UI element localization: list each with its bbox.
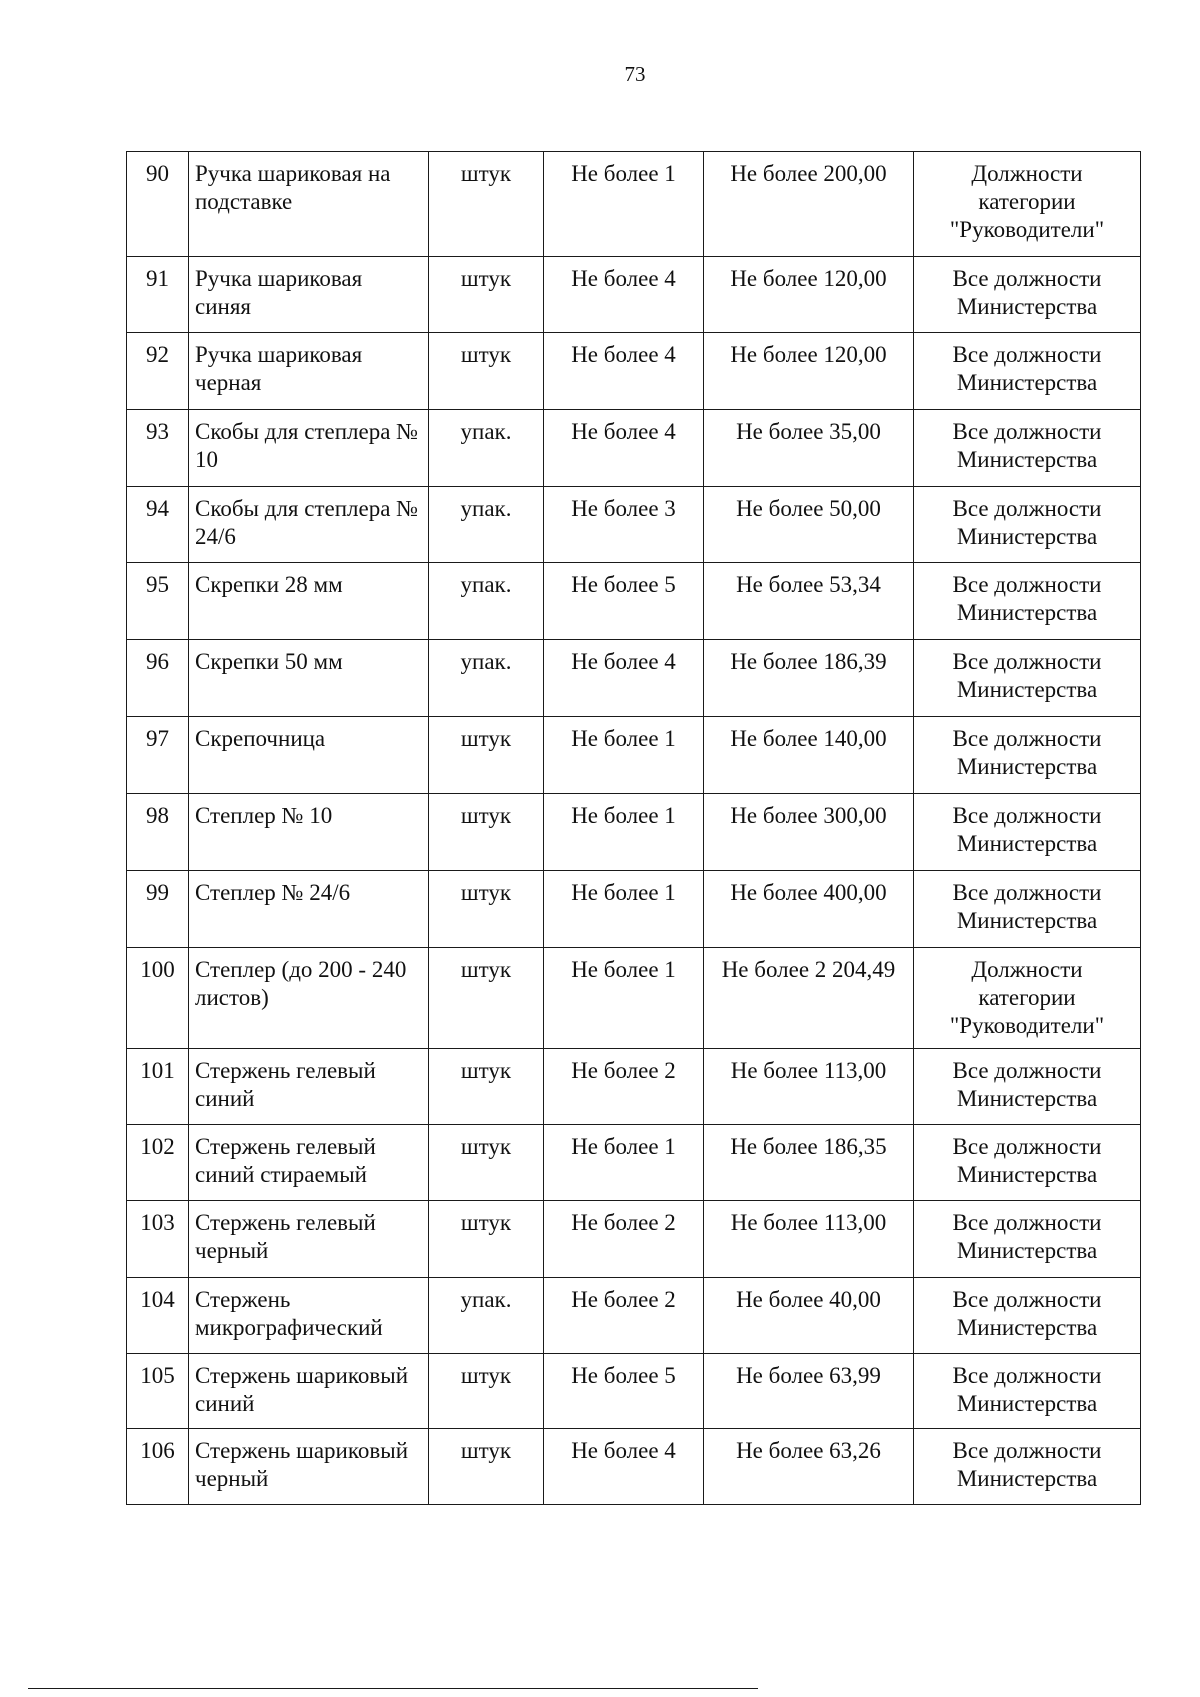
- quantity-limit-cell: Не более 4: [544, 333, 704, 410]
- item-name-cell: Стержень гелевый синий стираемый: [189, 1125, 429, 1201]
- item-name-cell: Стержень микрографический: [189, 1278, 429, 1354]
- unit-of-measure-cell: упак.: [429, 410, 544, 487]
- price-limit-cell: Не более 120,00: [704, 257, 914, 333]
- eligible-positions-cell: Все должности Министерства: [914, 871, 1141, 948]
- unit-of-measure-cell: штук: [429, 1125, 544, 1201]
- quantity-limit-cell: Не более 1: [544, 152, 704, 257]
- page-number: 73: [624, 62, 646, 86]
- table-row: [127, 563, 1141, 640]
- table-row: [127, 1354, 1141, 1429]
- eligible-positions-cell: Все должности Министерства: [914, 487, 1141, 563]
- price-limit-cell: Не более 186,35: [704, 1125, 914, 1201]
- row-number-cell: 94: [127, 487, 189, 563]
- item-name-cell: Стержень шариковый черный: [189, 1429, 429, 1505]
- row-number-cell: 103: [127, 1201, 189, 1278]
- unit-of-measure-cell: штук: [429, 717, 544, 794]
- table-row: [127, 333, 1141, 410]
- eligible-positions-cell: Все должности Министерства: [914, 333, 1141, 410]
- table-row: [127, 152, 1141, 257]
- price-limit-cell: Не более 40,00: [704, 1278, 914, 1354]
- item-name-cell: Стержень шариковый синий: [189, 1354, 429, 1429]
- price-limit-cell: Не более 63,26: [704, 1429, 914, 1505]
- table-row: [127, 410, 1141, 487]
- unit-of-measure-cell: штук: [429, 948, 544, 1049]
- price-limit-cell: Не более 113,00: [704, 1201, 914, 1278]
- quantity-limit-cell: Не более 4: [544, 1429, 704, 1505]
- quantity-limit-cell: Не более 2: [544, 1049, 704, 1125]
- item-name-cell: Скрепки 28 мм: [189, 563, 429, 640]
- table-row: [127, 871, 1141, 948]
- quantity-limit-cell: Не более 4: [544, 257, 704, 333]
- quantity-limit-cell: Не более 1: [544, 1125, 704, 1201]
- row-number-cell: 95: [127, 563, 189, 640]
- price-limit-cell: Не более 200,00: [704, 152, 914, 257]
- unit-of-measure-cell: упак.: [429, 563, 544, 640]
- quantity-limit-cell: Не более 5: [544, 563, 704, 640]
- table-row: [127, 1125, 1141, 1201]
- price-limit-cell: Не более 53,34: [704, 563, 914, 640]
- row-number-cell: 91: [127, 257, 189, 333]
- quantity-limit-cell: Не более 3: [544, 487, 704, 563]
- row-number-cell: 96: [127, 640, 189, 717]
- row-number-cell: 99: [127, 871, 189, 948]
- item-name-cell: Скобы для степлера № 10: [189, 410, 429, 487]
- row-number-cell: 93: [127, 410, 189, 487]
- item-name-cell: Ручка шариковая черная: [189, 333, 429, 410]
- quantity-limit-cell: Не более 1: [544, 717, 704, 794]
- price-limit-cell: Не более 120,00: [704, 333, 914, 410]
- quantity-limit-cell: Не более 5: [544, 1354, 704, 1429]
- row-number-cell: 106: [127, 1429, 189, 1505]
- price-limit-cell: Не более 140,00: [704, 717, 914, 794]
- item-name-cell: Ручка шариковая синяя: [189, 257, 429, 333]
- price-limit-cell: Не более 300,00: [704, 794, 914, 871]
- eligible-positions-cell: Все должности Министерства: [914, 1125, 1141, 1201]
- unit-of-measure-cell: штук: [429, 1354, 544, 1429]
- item-name-cell: Скобы для степлера № 24/6: [189, 487, 429, 563]
- table-row: [127, 1278, 1141, 1354]
- table-row: [127, 1049, 1141, 1125]
- table-row: [127, 1201, 1141, 1278]
- eligible-positions-cell: Все должности Министерства: [914, 794, 1141, 871]
- table-row: [127, 948, 1141, 1049]
- quantity-limit-cell: Не более 1: [544, 871, 704, 948]
- row-number-cell: 90: [127, 152, 189, 257]
- table-row: [127, 1429, 1141, 1505]
- unit-of-measure-cell: штук: [429, 794, 544, 871]
- table-row: [127, 794, 1141, 871]
- eligible-positions-cell: Все должности Министерства: [914, 717, 1141, 794]
- eligible-positions-cell: Все должности Министерства: [914, 1049, 1141, 1125]
- eligible-positions-cell: Должности категории "Руководители": [914, 152, 1141, 257]
- price-limit-cell: Не более 186,39: [704, 640, 914, 717]
- eligible-positions-cell: Все должности Министерства: [914, 640, 1141, 717]
- quantity-limit-cell: Не более 1: [544, 948, 704, 1049]
- unit-of-measure-cell: штук: [429, 333, 544, 410]
- quantity-limit-cell: Не более 4: [544, 410, 704, 487]
- row-number-cell: 98: [127, 794, 189, 871]
- eligible-positions-cell: Все должности Министерства: [914, 257, 1141, 333]
- eligible-positions-cell: Все должности Министерства: [914, 1354, 1141, 1429]
- item-name-cell: Ручка шариковая на подставке: [189, 152, 429, 257]
- item-name-cell: Степлер № 10: [189, 794, 429, 871]
- price-limit-cell: Не более 113,00: [704, 1049, 914, 1125]
- quantity-limit-cell: Не более 2: [544, 1201, 704, 1278]
- row-number-cell: 102: [127, 1125, 189, 1201]
- item-name-cell: Стержень гелевый синий: [189, 1049, 429, 1125]
- row-number-cell: 105: [127, 1354, 189, 1429]
- item-name-cell: Степлер (до 200 - 240 листов): [189, 948, 429, 1049]
- unit-of-measure-cell: штук: [429, 152, 544, 257]
- price-limit-cell: Не более 2 204,49: [704, 948, 914, 1049]
- item-name-cell: Скрепки 50 мм: [189, 640, 429, 717]
- row-number-cell: 100: [127, 948, 189, 1049]
- price-limit-cell: Не более 63,99: [704, 1354, 914, 1429]
- unit-of-measure-cell: штук: [429, 1201, 544, 1278]
- item-name-cell: Степлер № 24/6: [189, 871, 429, 948]
- table-row: [127, 487, 1141, 563]
- row-number-cell: 97: [127, 717, 189, 794]
- supplies-table: [126, 151, 1141, 1505]
- unit-of-measure-cell: упак.: [429, 1278, 544, 1354]
- unit-of-measure-cell: упак.: [429, 640, 544, 717]
- table-row: [127, 717, 1141, 794]
- unit-of-measure-cell: упак.: [429, 487, 544, 563]
- unit-of-measure-cell: штук: [429, 1049, 544, 1125]
- unit-of-measure-cell: штук: [429, 1429, 544, 1505]
- eligible-positions-cell: Все должности Министерства: [914, 1429, 1141, 1505]
- price-limit-cell: Не более 400,00: [704, 871, 914, 948]
- item-name-cell: Скрепочница: [189, 717, 429, 794]
- price-limit-cell: Не более 50,00: [704, 487, 914, 563]
- item-name-cell: Стержень гелевый черный: [189, 1201, 429, 1278]
- row-number-cell: 92: [127, 333, 189, 410]
- footer-rule: [28, 1688, 758, 1689]
- eligible-positions-cell: Все должности Министерства: [914, 1201, 1141, 1278]
- eligible-positions-cell: Должности категории "Руководители": [914, 948, 1141, 1049]
- quantity-limit-cell: Не более 4: [544, 640, 704, 717]
- quantity-limit-cell: Не более 1: [544, 794, 704, 871]
- eligible-positions-cell: Все должности Министерства: [914, 563, 1141, 640]
- table-row: [127, 257, 1141, 333]
- eligible-positions-cell: Все должности Министерства: [914, 1278, 1141, 1354]
- price-limit-cell: Не более 35,00: [704, 410, 914, 487]
- eligible-positions-cell: Все должности Министерства: [914, 410, 1141, 487]
- table-body: [127, 152, 1141, 1505]
- quantity-limit-cell: Не более 2: [544, 1278, 704, 1354]
- row-number-cell: 104: [127, 1278, 189, 1354]
- unit-of-measure-cell: штук: [429, 257, 544, 333]
- row-number-cell: 101: [127, 1049, 189, 1125]
- unit-of-measure-cell: штук: [429, 871, 544, 948]
- table-row: [127, 640, 1141, 717]
